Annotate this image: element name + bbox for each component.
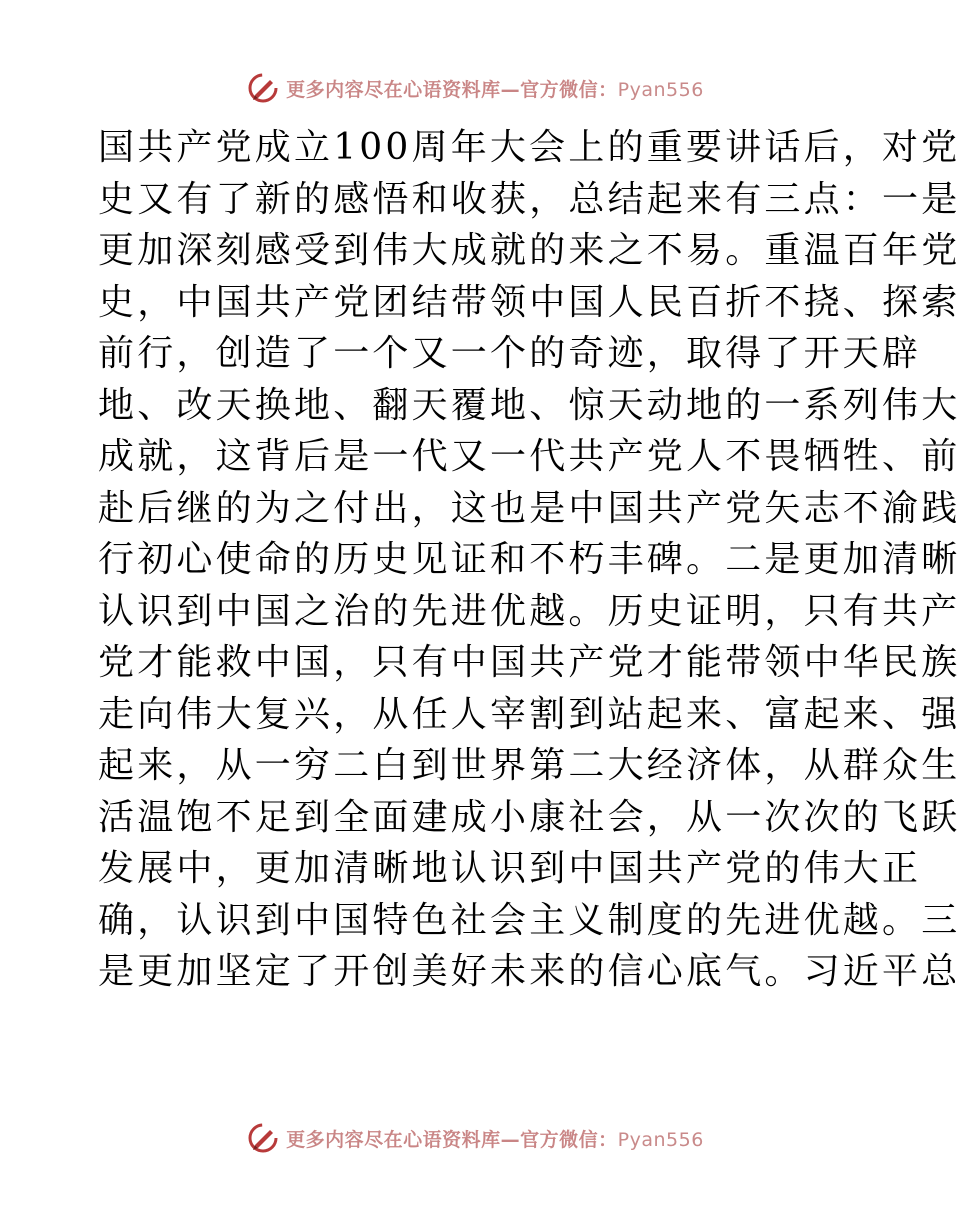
body-line: 发展中，更加清晰地认识到中国共产党的伟大正: [98, 848, 922, 889]
body-line: 前行，创造了一个又一个的奇迹，取得了开天辟: [98, 333, 922, 374]
header-banner-label: 更多内容尽在心语资料库—官方微信：: [286, 78, 618, 101]
body-line: 史又有了新的感悟和收获，总结起来有三点：一是: [98, 178, 960, 220]
body-line: 是更加坚定了开创美好未来的信心底气。习近平总: [98, 951, 960, 992]
footer-banner-text: [286, 1125, 704, 1152]
pen-swirl-logo-icon: [246, 1121, 280, 1155]
body-line: 活温饱不足到全面建成小康社会，从一次次的飞跃: [98, 796, 960, 838]
footer-wechat-id: Pyan556: [617, 1128, 704, 1151]
body-line: 史，中国共产党团结带领中国人民百折不挠、探索: [98, 281, 960, 323]
body-line: 更加深刻感受到伟大成就的来之不易。重温百年党: [98, 230, 960, 271]
body-line: 确，认识到中国特色社会主义制度的先进优越。三: [98, 899, 960, 941]
footer-banner: [0, 1118, 950, 1158]
body-line: 赴后继的为之付出，这也是中国共产党矢志不渝践: [98, 487, 960, 529]
footer-banner-label: 更多内容尽在心语资料库—官方微信：: [286, 1128, 618, 1151]
body-line: 认识到中国之治的先进优越。历史证明，只有共产: [98, 590, 960, 632]
body-line: 走向伟大复兴，从任人宰割到站起来、富起来、强: [98, 693, 960, 735]
document-body: [98, 122, 960, 998]
body-line: 地、改天换地、翻天覆地、惊天动地的一系列伟大: [98, 384, 960, 426]
header-wechat-id: Pyan556: [617, 78, 704, 101]
body-line: 国共产党成立100周年大会上的重要讲话后，对党: [98, 127, 960, 168]
header-banner: [0, 68, 950, 108]
body-line: 起来，从一穷二白到世界第二大经济体，从群众生: [98, 745, 960, 786]
header-banner-text: [286, 75, 704, 102]
body-line: 党才能救中国，只有中国共产党才能带领中华民族: [98, 642, 960, 683]
body-line: 行初心使命的历史见证和不朽丰碑。二是更加清晰: [98, 539, 960, 580]
pen-swirl-logo-icon: [246, 71, 280, 105]
body-line: 成就，这背后是一代又一代共产党人不畏牺牲、前: [98, 436, 960, 477]
